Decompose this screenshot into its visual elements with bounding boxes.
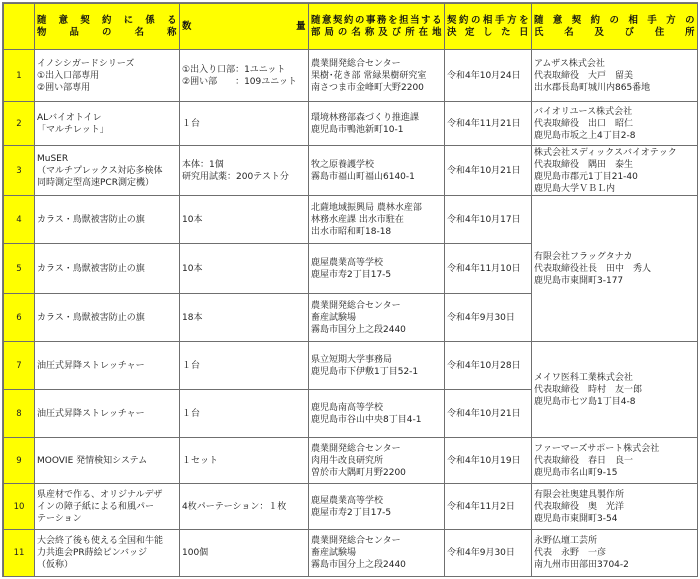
decision-date: 令和4年10月19日 — [445, 438, 532, 484]
contract-party: アムザス株式会社 代表取締役 大戸 留美 出水郡長島町城川内865番地 — [532, 50, 698, 102]
row-number: 7 — [4, 342, 35, 390]
item-name: カラス・鳥獣被害防止の旗 — [35, 244, 180, 294]
department: 農業開発総合センター 果樹･花き部 常緑果樹研究室 南さつま市金峰町大野2200 — [309, 50, 445, 102]
row-number: 4 — [4, 196, 35, 244]
contract-party: 有限会社フラッグタナカ 代表取締役社長 田中 秀人 鹿児島市東開町3-177 — [532, 196, 698, 342]
item-name: 油圧式昇降ストレッチャー — [35, 390, 180, 438]
decision-date: 令和4年10月24日 — [445, 50, 532, 102]
department: 農業開発総合センター 畜産試験場 霧島市国分上之段2440 — [309, 530, 445, 577]
decision-date: 令和4年9月30日 — [445, 530, 532, 577]
row-number: 2 — [4, 102, 35, 146]
quantity: ①出入り口部：1ユニット ②囲い部 ：109ユニット — [180, 50, 309, 102]
header-contract-party: 随意契約の相手方の 氏名及び住所 — [532, 4, 698, 50]
quantity: １台 — [180, 342, 309, 390]
row-number: 8 — [4, 390, 35, 438]
department: 鹿屋農業高等学校 鹿屋市寿2丁目17-5 — [309, 244, 445, 294]
decision-date: 令和4年10月17日 — [445, 196, 532, 244]
item-name: 大会終了後も使える全国和牛能 力共進会PR蒔絵ピンバッジ （仮称） — [35, 530, 180, 577]
department: 鹿児島南高等学校 鹿児島市谷山中央8丁目4-1 — [309, 390, 445, 438]
quantity: 100個 — [180, 530, 309, 577]
contract-party: ファーマーズサポート株式会社 代表取締役 春日 良一 鹿児島市名山町9-15 — [532, 438, 698, 484]
row-number: 9 — [4, 438, 35, 484]
header-row — [4, 4, 698, 50]
contract-party: バイオリユース株式会社 代表取締役 出口 昭仁 鹿児島市坂之上4丁目2-8 — [532, 102, 698, 146]
header-decision-date: 契約の相手方を 決定した日 — [445, 4, 532, 50]
quantity: 10本 — [180, 244, 309, 294]
item-name: MuSER （マルチプレックス対応多検体 同時測定型高速PCR測定機） — [35, 146, 180, 196]
department: 農業開発総合センター 肉用牛改良研究所 曽於市大隅町月野2200 — [309, 438, 445, 484]
item-name: イノシシガードシリーズ ①出入口部専用 ②囲い部専用 — [35, 50, 180, 102]
department: 鹿屋農業高等学校 鹿屋市寿2丁目17-5 — [309, 484, 445, 530]
decision-date: 令和4年10月21日 — [445, 390, 532, 438]
contract-party: 永野仏壇工芸所 代表 永野 一彦 南九州市田部田3704-2 — [532, 530, 698, 577]
quantity: 本体：1個 研究用試薬：200テスト分 — [180, 146, 309, 196]
department: 県立短期大学事務局 鹿児島市下伊敷1丁目52-1 — [309, 342, 445, 390]
table-row — [4, 196, 698, 244]
item-name: 県産材で作る、オリジナルデザ インの障子紙による和風パー テーション — [35, 484, 180, 530]
quantity: １台 — [180, 102, 309, 146]
header-department: 随意契約の事務を担当する 部局の名称及び所在地 — [309, 4, 445, 50]
decision-date: 令和4年10月21日 — [445, 146, 532, 196]
row-number: 10 — [4, 484, 35, 530]
table-row — [4, 438, 698, 484]
header-item-name: 随意契約に係る 物品の名称 — [35, 4, 180, 50]
contract-table — [3, 3, 698, 577]
department: 環境林務部森づくり推進課 鹿児島市鴨池新町10-1 — [309, 102, 445, 146]
department: 農業開発総合センター 畜産試験場 霧島市国分上之段2440 — [309, 294, 445, 342]
quantity: 10本 — [180, 196, 309, 244]
decision-date: 令和4年11月2日 — [445, 484, 532, 530]
table-row — [4, 342, 698, 390]
decision-date: 令和4年10月28日 — [445, 342, 532, 390]
department: 牧之原養護学校 霧島市福山町福山6140-1 — [309, 146, 445, 196]
item-name: 油圧式昇降ストレッチャー — [35, 342, 180, 390]
item-name: カラス・鳥獣被害防止の旗 — [35, 294, 180, 342]
contract-party: メイワ医科工業株式会社 代表取締役 時村 友一郎 鹿児島市七ツ島1丁目4-8 — [532, 342, 698, 438]
header-quantity: 数 量 — [180, 4, 309, 50]
department: 北薩地域振興局 農林水産部 林務水産課 出水市駐在 出水市昭和町18-18 — [309, 196, 445, 244]
contract-party: 株式会社スディックスバイオテック 代表取締役 隅田 泰生 鹿児島市郡元1丁目21-40 鹿児島大学ＶＢＬ内 — [532, 146, 698, 196]
row-number: 3 — [4, 146, 35, 196]
decision-date: 令和4年9月30日 — [445, 294, 532, 342]
table-row — [4, 50, 698, 102]
contract-table-container — [2, 2, 698, 577]
contract-party: 有限会社奥建具製作所 代表取締役 奥 光洋 鹿児島市東開町3-54 — [532, 484, 698, 530]
item-name: ALバイオトイレ 「マルチレット」 — [35, 102, 180, 146]
quantity: 18本 — [180, 294, 309, 342]
row-number: 6 — [4, 294, 35, 342]
row-number: 11 — [4, 530, 35, 577]
row-number: 5 — [4, 244, 35, 294]
header-no — [4, 4, 35, 50]
item-name: MOOVIE 発情検知システム — [35, 438, 180, 484]
table-row — [4, 102, 698, 146]
item-name: カラス・鳥獣被害防止の旗 — [35, 196, 180, 244]
table-row — [4, 530, 698, 577]
row-number: 1 — [4, 50, 35, 102]
table-row — [4, 484, 698, 530]
decision-date: 令和4年11月21日 — [445, 102, 532, 146]
decision-date: 令和4年11月10日 — [445, 244, 532, 294]
quantity: １セット — [180, 438, 309, 484]
quantity: １台 — [180, 390, 309, 438]
quantity: 4枚パーテーション：１枚 — [180, 484, 309, 530]
table-row — [4, 146, 698, 196]
